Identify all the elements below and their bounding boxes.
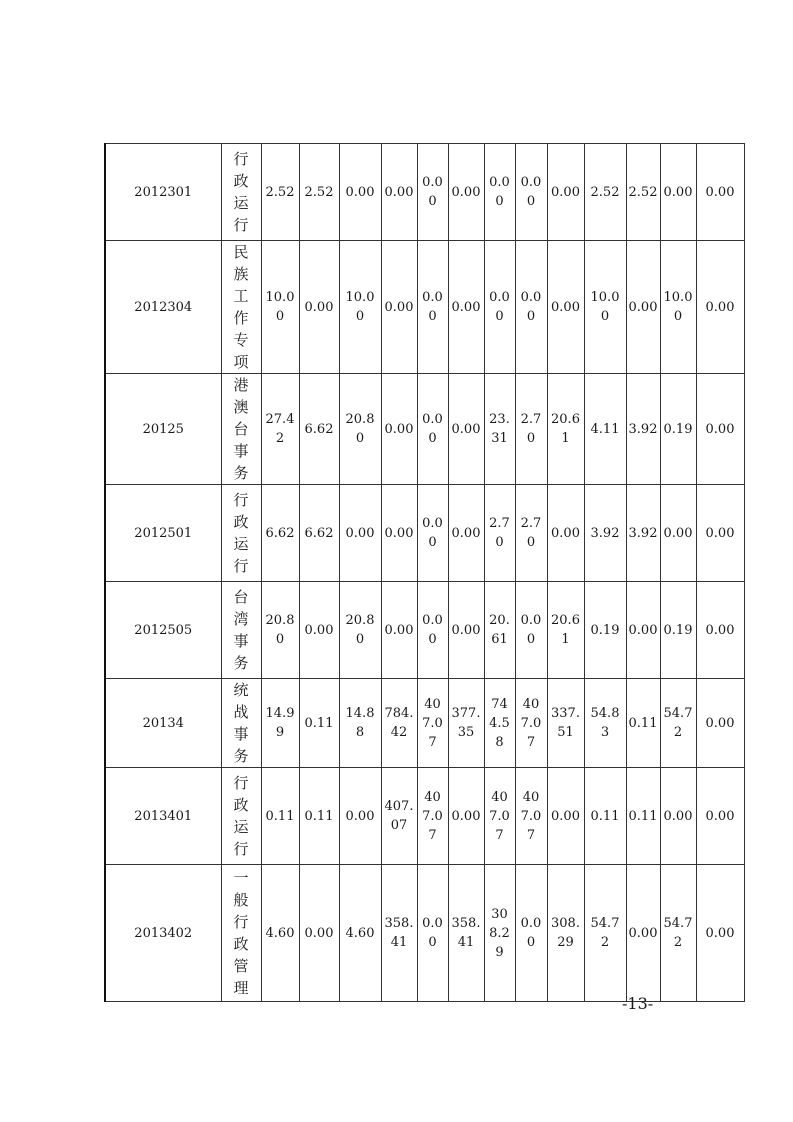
value-cell <box>626 241 660 374</box>
value-cell <box>261 241 299 374</box>
cell-value: 377.35 <box>451 706 481 740</box>
value-cell <box>626 144 660 241</box>
value-cell <box>626 582 660 679</box>
cell-value: 407.07 <box>422 789 443 843</box>
cell-value: 0.00 <box>345 525 375 541</box>
cell-value: 0.00 <box>520 290 542 324</box>
cell-value: 784.42 <box>384 706 414 740</box>
value-cell <box>417 679 448 768</box>
value-cell <box>261 374 299 485</box>
value-cell <box>515 865 547 1002</box>
cell-value: 0.00 <box>551 299 580 315</box>
subject-name-cell <box>221 144 261 241</box>
cell-value: 0.00 <box>551 184 580 200</box>
value-cell <box>584 374 626 485</box>
value-cell <box>448 485 484 582</box>
value-cell <box>515 144 547 241</box>
value-cell <box>584 582 626 679</box>
cell-value: 0.00 <box>663 808 693 824</box>
subject-code-cell: 2012301 <box>105 144 221 241</box>
value-cell <box>417 374 448 485</box>
cell-value: 0.00 <box>705 525 735 541</box>
cell-value: 10.00 <box>345 290 375 324</box>
value-cell <box>660 374 696 485</box>
value-cell <box>515 485 547 582</box>
value-cell <box>261 865 299 1002</box>
table-row <box>105 485 744 582</box>
subject-name: 台湾事务 <box>233 588 249 672</box>
value-cell <box>547 374 584 485</box>
cell-value: 0.11 <box>304 715 334 731</box>
cell-value: 0.00 <box>451 808 481 824</box>
cell-value: 2.52 <box>304 184 334 200</box>
cell-value: 0.00 <box>663 525 693 541</box>
cell-value: 20.80 <box>265 613 295 647</box>
cell-value: 407.07 <box>422 696 443 750</box>
value-cell <box>626 768 660 865</box>
value-cell <box>515 768 547 865</box>
cell-value: 0.00 <box>384 184 414 200</box>
cell-value: 10.00 <box>265 290 295 324</box>
value-cell <box>660 485 696 582</box>
cell-value: 308.29 <box>489 906 510 960</box>
cell-value: 0.19 <box>663 421 693 437</box>
value-cell <box>339 768 381 865</box>
cell-value: 0.00 <box>451 622 481 638</box>
cell-value: 407.07 <box>384 799 414 833</box>
cell-value: 0.00 <box>422 516 443 550</box>
cell-value: 0.00 <box>304 299 334 315</box>
cell-value: 0.00 <box>705 808 735 824</box>
subject-name: 民族工作专项 <box>233 243 249 371</box>
cell-value: 0.00 <box>384 525 414 541</box>
cell-value: 20.80 <box>345 613 375 647</box>
value-cell <box>696 865 744 1002</box>
cell-value: 6.62 <box>304 421 334 437</box>
value-cell <box>417 582 448 679</box>
table-row <box>105 144 744 241</box>
value-cell <box>660 144 696 241</box>
value-cell <box>381 374 417 485</box>
cell-value: 0.00 <box>304 925 334 941</box>
value-cell <box>547 241 584 374</box>
value-cell <box>339 374 381 485</box>
cell-value: 3.92 <box>590 525 620 541</box>
value-cell <box>448 768 484 865</box>
cell-value: 0.00 <box>345 184 375 200</box>
value-cell <box>626 679 660 768</box>
value-cell <box>381 865 417 1002</box>
value-cell <box>448 144 484 241</box>
value-cell <box>417 241 448 374</box>
value-cell <box>515 241 547 374</box>
cell-value: 0.11 <box>265 808 295 824</box>
table-row <box>105 679 744 768</box>
cell-value: 0.00 <box>705 299 735 315</box>
value-cell <box>417 865 448 1002</box>
value-cell <box>484 865 515 1002</box>
cell-value: 0.00 <box>551 525 580 541</box>
cell-value: 20.80 <box>345 412 375 446</box>
value-cell <box>484 144 515 241</box>
cell-value: 23.31 <box>489 412 510 446</box>
budget-table <box>104 143 745 1002</box>
value-cell <box>547 679 584 768</box>
cell-value: 0.00 <box>705 925 735 941</box>
value-cell <box>547 582 584 679</box>
value-cell <box>584 679 626 768</box>
cell-value: 54.72 <box>663 916 693 950</box>
cell-value: 0.00 <box>422 175 443 209</box>
cell-value: 20.61 <box>551 613 580 647</box>
cell-value: 358.41 <box>451 916 481 950</box>
value-cell <box>299 485 339 582</box>
value-cell <box>626 485 660 582</box>
value-cell <box>261 485 299 582</box>
cell-value: 0.00 <box>520 916 542 950</box>
subject-name: 统战事务 <box>233 681 249 765</box>
cell-value: 0.11 <box>304 808 334 824</box>
value-cell <box>696 768 744 865</box>
value-cell <box>515 374 547 485</box>
cell-value: 0.00 <box>451 421 481 437</box>
value-cell <box>339 865 381 1002</box>
value-cell <box>626 374 660 485</box>
cell-value: 0.00 <box>384 421 414 437</box>
cell-value: 10.00 <box>590 290 620 324</box>
subject-code-cell: 2013402 <box>105 865 221 1002</box>
page-number: -13- <box>622 994 654 1013</box>
value-cell <box>696 582 744 679</box>
cell-value: 407.07 <box>489 789 510 843</box>
cell-value: 0.00 <box>705 184 735 200</box>
value-cell <box>339 485 381 582</box>
cell-value: 337.51 <box>551 706 580 740</box>
value-cell <box>660 582 696 679</box>
value-cell <box>484 485 515 582</box>
value-cell <box>299 374 339 485</box>
cell-value: 10.00 <box>663 290 693 324</box>
cell-value: 0.00 <box>705 715 735 731</box>
value-cell <box>484 374 515 485</box>
cell-value: 0.00 <box>345 808 375 824</box>
value-cell <box>381 485 417 582</box>
value-cell <box>696 144 744 241</box>
subject-name-cell <box>221 485 261 582</box>
subject-code-cell: 2012505 <box>105 582 221 679</box>
value-cell <box>261 144 299 241</box>
cell-value: 0.00 <box>520 613 542 647</box>
value-cell <box>261 582 299 679</box>
cell-value: 0.00 <box>663 184 693 200</box>
cell-value: 0.11 <box>628 715 658 731</box>
cell-value: 0.00 <box>384 622 414 638</box>
value-cell <box>515 582 547 679</box>
subject-name: 行政运行 <box>233 491 249 575</box>
subject-name-cell <box>221 374 261 485</box>
cell-value: 308.29 <box>551 916 580 950</box>
table-row <box>105 241 744 374</box>
cell-value: 2.70 <box>489 516 510 550</box>
value-cell <box>417 768 448 865</box>
value-cell <box>484 768 515 865</box>
cell-value: 20.61 <box>551 412 580 446</box>
value-cell <box>339 241 381 374</box>
value-cell <box>448 241 484 374</box>
cell-value: 54.72 <box>663 706 693 740</box>
cell-value: 4.60 <box>345 925 375 941</box>
cell-value: 0.00 <box>705 622 735 638</box>
cell-value: 0.00 <box>422 613 443 647</box>
cell-value: 4.11 <box>590 421 620 437</box>
subject-name-cell <box>221 582 261 679</box>
value-cell <box>515 679 547 768</box>
table-row <box>105 582 744 679</box>
cell-value: 0.11 <box>590 808 620 824</box>
value-cell <box>417 144 448 241</box>
cell-value: 0.00 <box>489 290 510 324</box>
table-row <box>105 865 744 1002</box>
subject-code-cell: 2012501 <box>105 485 221 582</box>
value-cell <box>339 582 381 679</box>
cell-value: 407.07 <box>520 696 542 750</box>
value-cell <box>547 768 584 865</box>
cell-value: 0.00 <box>628 299 658 315</box>
value-cell <box>660 241 696 374</box>
cell-value: 2.70 <box>520 412 542 446</box>
value-cell <box>547 485 584 582</box>
cell-value: 0.00 <box>422 916 443 950</box>
cell-value: 3.92 <box>628 421 658 437</box>
table-row <box>105 374 744 485</box>
cell-value: 0.00 <box>451 184 481 200</box>
subject-name: 行政运行 <box>233 150 249 234</box>
table-row <box>105 768 744 865</box>
cell-value: 358.41 <box>384 916 414 950</box>
value-cell <box>484 679 515 768</box>
cell-value: 0.00 <box>628 622 658 638</box>
value-cell <box>381 144 417 241</box>
value-cell <box>696 679 744 768</box>
cell-value: 0.00 <box>422 290 443 324</box>
value-cell <box>299 144 339 241</box>
value-cell <box>448 865 484 1002</box>
cell-value: 0.00 <box>384 299 414 315</box>
cell-value: 4.60 <box>265 925 295 941</box>
value-cell <box>584 865 626 1002</box>
value-cell <box>381 768 417 865</box>
subject-name-cell <box>221 241 261 374</box>
value-cell <box>547 144 584 241</box>
cell-value: 0.00 <box>520 175 542 209</box>
cell-value: 2.52 <box>265 184 295 200</box>
subject-name: 一般行政管理 <box>233 869 249 997</box>
cell-value: 0.00 <box>551 808 580 824</box>
cell-value: 2.52 <box>590 184 620 200</box>
value-cell <box>584 768 626 865</box>
subject-code-cell: 20125 <box>105 374 221 485</box>
subject-name-cell <box>221 865 261 1002</box>
cell-value: 0.11 <box>628 808 658 824</box>
cell-value: 2.52 <box>628 184 658 200</box>
value-cell <box>261 679 299 768</box>
cell-value: 27.42 <box>265 412 295 446</box>
cell-value: 0.00 <box>451 525 481 541</box>
value-cell <box>696 485 744 582</box>
value-cell <box>299 679 339 768</box>
value-cell <box>484 582 515 679</box>
value-cell <box>547 865 584 1002</box>
subject-name-cell <box>221 679 261 768</box>
cell-value: 14.99 <box>265 706 295 740</box>
value-cell <box>299 582 339 679</box>
cell-value: 744.58 <box>489 696 510 750</box>
subject-code-cell: 2012304 <box>105 241 221 374</box>
value-cell <box>381 582 417 679</box>
value-cell <box>261 768 299 865</box>
value-cell <box>299 865 339 1002</box>
value-cell <box>381 679 417 768</box>
value-cell <box>660 768 696 865</box>
value-cell <box>417 485 448 582</box>
value-cell <box>339 679 381 768</box>
cell-value: 0.00 <box>451 299 481 315</box>
cell-value: 407.07 <box>520 789 542 843</box>
value-cell <box>696 241 744 374</box>
value-cell <box>448 374 484 485</box>
value-cell <box>299 768 339 865</box>
cell-value: 0.00 <box>304 622 334 638</box>
cell-value: 0.00 <box>628 925 658 941</box>
value-cell <box>696 374 744 485</box>
cell-value: 0.00 <box>422 412 443 446</box>
subject-code-cell: 2013401 <box>105 768 221 865</box>
value-cell <box>484 241 515 374</box>
subject-name: 行政运行 <box>233 774 249 858</box>
value-cell <box>584 144 626 241</box>
cell-value: 0.19 <box>590 622 620 638</box>
value-cell <box>584 241 626 374</box>
value-cell <box>299 241 339 374</box>
value-cell <box>626 865 660 1002</box>
cell-value: 20.61 <box>489 613 510 647</box>
subject-code-cell: 20134 <box>105 679 221 768</box>
cell-value: 54.83 <box>590 706 620 740</box>
cell-value: 0.19 <box>663 622 693 638</box>
value-cell <box>448 679 484 768</box>
cell-value: 14.88 <box>345 706 375 740</box>
value-cell <box>339 144 381 241</box>
value-cell <box>584 485 626 582</box>
value-cell <box>448 582 484 679</box>
subject-name: 港澳台事务 <box>233 376 249 482</box>
cell-value: 0.00 <box>489 175 510 209</box>
cell-value: 3.92 <box>628 525 658 541</box>
subject-name-cell <box>221 768 261 865</box>
cell-value: 2.70 <box>520 516 542 550</box>
value-cell <box>660 865 696 1002</box>
value-cell <box>660 679 696 768</box>
cell-value: 6.62 <box>265 525 295 541</box>
cell-value: 54.72 <box>590 916 620 950</box>
value-cell <box>381 241 417 374</box>
cell-value: 0.00 <box>705 421 735 437</box>
cell-value: 6.62 <box>304 525 334 541</box>
